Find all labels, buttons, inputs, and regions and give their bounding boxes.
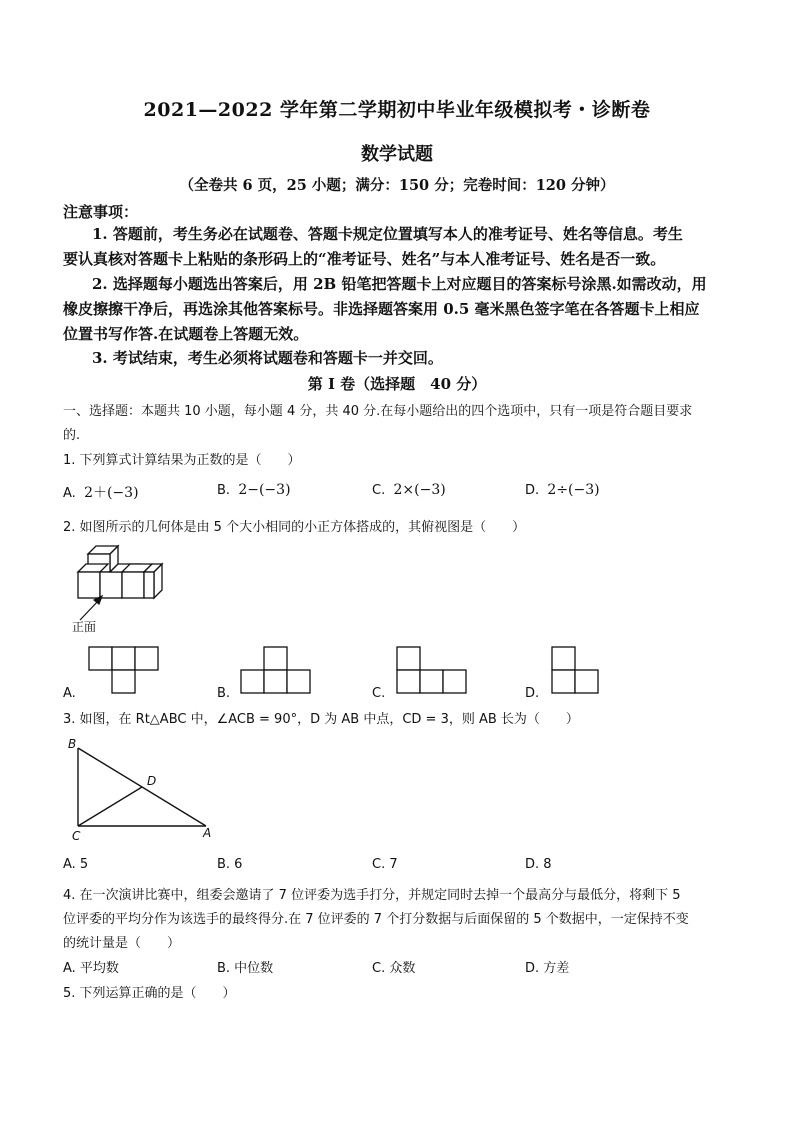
q2-option-b-figure <box>240 646 312 694</box>
q2-option-a-figure <box>88 646 160 694</box>
option-letter: D. <box>525 483 540 498</box>
point-d-label: D <box>147 774 157 788</box>
q2-option-c-letter: C. <box>372 686 386 701</box>
option-expr: 2−(−3) <box>238 482 291 498</box>
q3-stem: 3. 如图，在 Rt△ABC 中，∠ACB = 90°，D 为 AB 中点，CD = 3，则 AB 长为（ ） <box>63 712 579 727</box>
section-instruction: 一、选择题：本题共 10 小题，每小题 4 分，共 40 分.在每小题给出的四个选项中，只有一项是符合题目要求 <box>63 404 693 419</box>
q1-option-c <box>372 482 446 498</box>
q2-front-label: 正面 <box>72 620 97 634</box>
q2-option-d-letter: D. <box>525 686 540 701</box>
q3-option-a: A. 5 <box>63 857 89 872</box>
q1-stem: 1. 下列算式计算结果为正数的是（ ） <box>63 453 301 468</box>
section-title: 第 I 卷（选择题 40 分） <box>307 375 487 393</box>
q2-option-d-figure <box>551 646 601 694</box>
option-letter: B. <box>217 483 231 498</box>
q4-stem-line: 的统计量是（ ） <box>63 936 181 951</box>
q4-stem-line: 位评委的平均分作为该选手的最终得分.在 7 位评委的 7 个打分数据与后面保留的 5 个数据中，一定保持不变 <box>63 912 689 927</box>
option-expr: 2＋(−3) <box>84 485 139 501</box>
q5-stem: 5. 下列运算正确的是（ ） <box>63 986 236 1001</box>
q2-option-c-figure <box>396 646 468 694</box>
q4-option-a: A. 平均数 <box>63 961 119 976</box>
point-a-label: A <box>203 826 212 840</box>
q4-option-c: C. 众数 <box>372 961 416 976</box>
q1-option-d <box>525 482 600 498</box>
exam-title: 2021—2022 学年第二学期初中毕业年级模拟考・诊断卷 <box>143 99 651 121</box>
q3-option-d: D. 8 <box>525 857 552 872</box>
q2-stem: 2. 如图所示的几何体是由 5 个大小相同的小正方体搭成的，其俯视图是（ ） <box>63 520 526 535</box>
notice-line: 橡皮擦擦干净后，再选涂其他答案标号。非选择题答案用 0.5 毫米黑色签字笔在各答题卡上相应 <box>63 300 700 318</box>
exam-subtitle: 数学试题 <box>361 144 433 165</box>
point-c-label: C <box>72 829 81 843</box>
option-expr: 2×(−3) <box>393 482 446 498</box>
option-expr: 2÷(−3) <box>547 482 600 498</box>
option-letter: C. <box>372 483 386 498</box>
q1-option-b <box>217 482 291 498</box>
point-b-label: B <box>68 737 77 751</box>
exam-info: （全卷共 6 页，25 小题；满分：150 分；完卷时间：120 分钟） <box>179 177 615 194</box>
q2-option-a-letter: A. <box>63 686 76 701</box>
notice-line: 要认真核对答题卡上粘贴的条形码上的“准考证号、姓名”与本人准考证号、姓名是否一致。 <box>63 250 666 268</box>
notice-line: 2. 选择题每小题选出答案后，用 2B 铅笔把答题卡上对应题目的答案标号涂黑.如需改动，用 <box>92 275 707 293</box>
q3-option-b: B. 6 <box>217 857 243 872</box>
section-instruction: 的. <box>63 428 81 443</box>
option-letter: A. <box>63 486 76 501</box>
notice-line: 位置书写作答.在试题卷上答题无效。 <box>63 325 309 343</box>
q4-option-b: B. 中位数 <box>217 961 274 976</box>
q3-triangle-figure <box>66 738 226 848</box>
q4-stem-line: 4. 在一次演讲比赛中，组委会邀请了 7 位评委为选手打分，并规定同时去掉一个最高分与最低分，将剩下 5 <box>63 888 681 903</box>
q3-option-c: C. 7 <box>372 857 398 872</box>
q4-option-d: D. 方差 <box>525 961 570 976</box>
notice-line: 3. 考试结束，考生必须将试题卷和答题卡一并交回。 <box>92 349 443 367</box>
notice-line: 1. 答题前，考生务必在试题卷、答题卡规定位置填写本人的准考证号、姓名等信息。考生 <box>92 225 683 243</box>
notice-heading: 注意事项： <box>63 203 139 221</box>
q1-option-a <box>63 482 139 502</box>
q2-option-b-letter: B. <box>217 686 231 701</box>
